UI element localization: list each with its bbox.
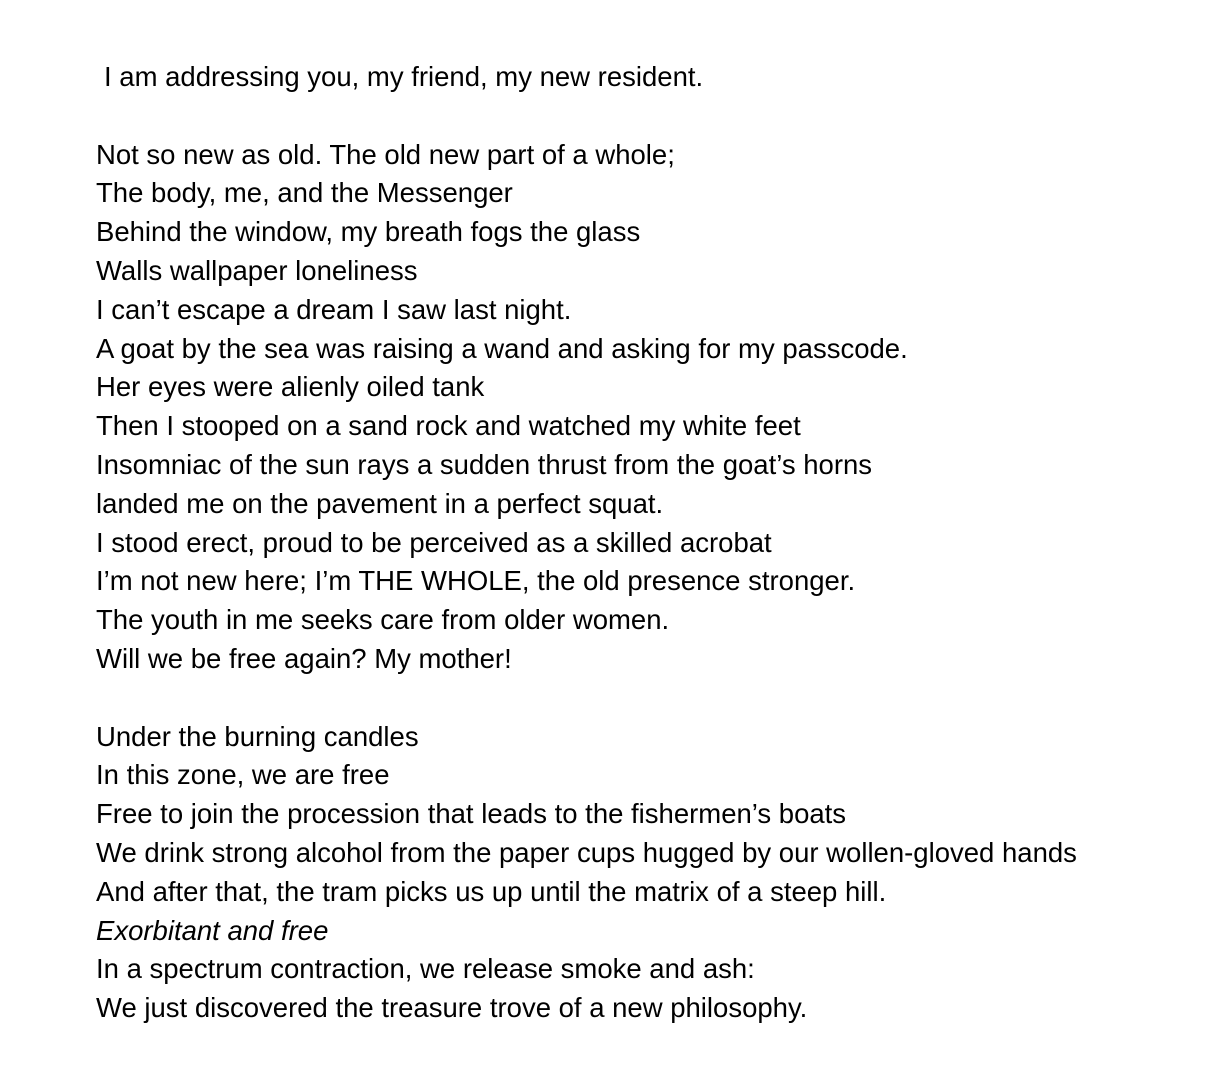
poem-opening-line: I am addressing you, my friend, my new resident. [104, 61, 704, 92]
stanza-break [96, 97, 1216, 136]
poem-line: Not so new as old. The old new part of a whole; [96, 138, 675, 170]
poem-line: Under the burning candles [96, 720, 419, 752]
poem-line: Insomniac of the sun rays a sudden thrust from the goat’s horns [96, 448, 873, 480]
poem-line: We just discovered the treasure trove of a new philosophy. [96, 992, 808, 1024]
poem-line: I stood erect, proud to be perceived as a skilled acrobat [96, 526, 772, 558]
poem-line: We drink strong alcohol from the paper cups hugged by our wollen-gloved hands [96, 836, 1077, 868]
poem-document [96, 58, 1216, 1028]
poem-line: In this zone, we are free [96, 759, 390, 791]
poem-line: I’m not new here; I’m THE WHOLE, the old presence stronger. [96, 565, 856, 597]
poem-line: Walls wallpaper loneliness [96, 254, 418, 286]
stanza-2 [96, 718, 1216, 1028]
poem-line: Behind the window, my breath fogs the glass [96, 216, 641, 248]
poem-line: Her eyes were alienly oiled tank [96, 371, 485, 403]
stanza-1 [96, 136, 1216, 679]
poem-line-italic: Exorbitant and free [96, 914, 329, 946]
poem-line: And after that, the tram picks us up until the matrix of a steep hill. [96, 875, 887, 907]
poem-line: In a spectrum contraction, we release smoke and ash: [96, 953, 755, 985]
poem-line: The body, me, and the Messenger [96, 177, 513, 209]
poem-line: I can’t escape a dream I saw last night. [96, 293, 572, 325]
poem-line: The youth in me seeks care from older women. [96, 604, 670, 636]
stanza-break [96, 679, 1216, 718]
poem-line: A goat by the sea was raising a wand and asking for my passcode. [96, 332, 908, 364]
poem-line: Then I stooped on a sand rock and watched my white feet [96, 410, 801, 442]
poem-line: landed me on the pavement in a perfect squat. [96, 487, 664, 519]
poem-line: Will we be free again? My mother! [96, 642, 512, 674]
poem-line: Free to join the procession that leads to the fishermen’s boats [96, 798, 847, 830]
